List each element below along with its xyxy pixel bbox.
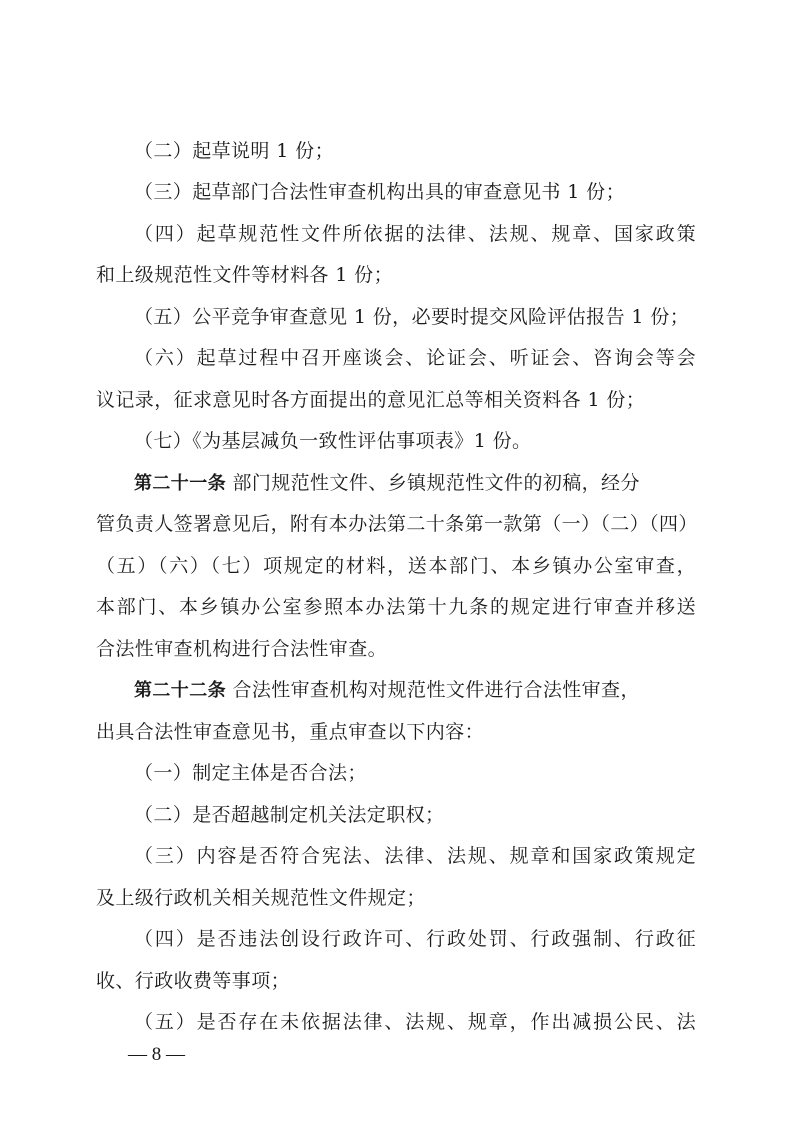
item-line: （七）《为基层减负一致性评估事项表》1 份。 [134, 430, 532, 452]
item-line: （二）是否超越制定机关法定职权； [134, 804, 445, 826]
article-22-first-line [134, 675, 696, 705]
paragraph-line: 管负责人签署意见后，附有本办法第二十条第一款第（一）（二）（四） [96, 513, 698, 535]
article-21-label: 第二十一条 [134, 473, 226, 494]
article-21-first-line [134, 468, 696, 498]
article-22-text: 合法性审查机构对规范性文件进行合法性审查， [232, 679, 640, 701]
item-line: （六）起草过程中召开座谈会、论证会、听证会、咨询会等会 [134, 347, 696, 369]
page-number: — 8 — [128, 1044, 185, 1065]
paragraph-line: 合法性审查机构进行合法性审查。 [96, 638, 388, 660]
paragraph-line: （五）（六）（七）项规定的材料，送本部门、本乡镇办公室审查， [96, 555, 696, 577]
item-line: （三）内容是否符合宪法、法律、法规、规章和国家政策规定 [134, 845, 696, 867]
paragraph-line: 出具合法性审查意见书，重点审查以下内容： [96, 721, 485, 743]
item-line: （四）起草规范性文件所依据的法律、法规、规章、国家政策 [134, 223, 696, 245]
item-line: （三）起草部门合法性审查机构出具的审查意见书 1 份； [134, 181, 625, 203]
item-line: （五）公平竞争审查意见 1 份，必要时提交风险评估报告 1 份； [134, 306, 690, 328]
item-line: （二）起草说明 1 份； [134, 140, 334, 162]
item-line: 议记录，征求意见时各方面提出的意见汇总等相关资料各 1 份； [96, 389, 646, 411]
article-22-label: 第二十二条 [134, 680, 226, 701]
item-line: 及上级行政机关相关规范性文件规定； [96, 887, 426, 909]
item-line: 和上级规范性文件等材料各 1 份； [96, 264, 393, 286]
item-line: （一）制定主体是否合法； [134, 762, 367, 784]
paragraph-line: 本部门、本乡镇办公室参照本办法第十九条的规定进行审查并移送 [96, 596, 696, 618]
item-line: 收、行政收费等事项； [96, 970, 291, 992]
item-line: （四）是否违法创设行政许可、行政处罚、行政强制、行政征 [134, 928, 696, 950]
item-line: （五）是否存在未依据法律、法规、规章，作出减损公民、法 [134, 1011, 696, 1033]
article-21-text: 部门规范性文件、乡镇规范性文件的初稿，经分 [232, 472, 640, 494]
